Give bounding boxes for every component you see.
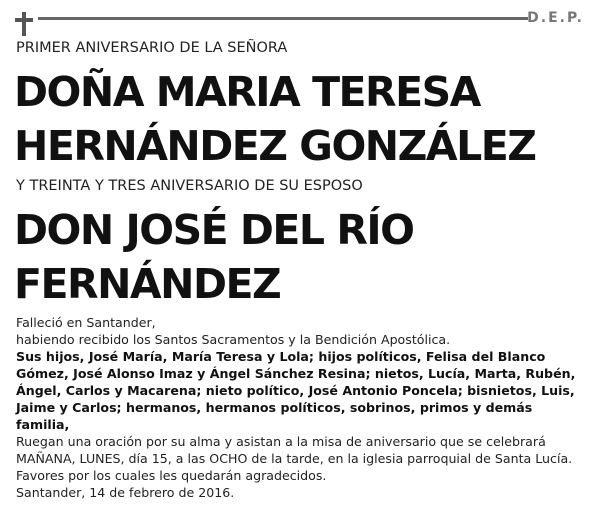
body-line2: habiendo recibido los Santos Sacramentos y la Bendición Apostólica. bbox=[16, 332, 451, 347]
family-list: Sus hijos, José María, María Teresa y Lola; hijos políticos, Felisa del Blanco Gómez, José Alonso Imaz y Ángel Sánchez Resina; nietos, Lucía, Marta, Rubén, Ángel, Carlos y Macarena; nieto político, José Antonio Poncela; bisnietos, Luis, Jaime y Carlos; hermanos, hermanos políticos, sobrinos, primos y demás familia, bbox=[16, 349, 576, 432]
body-line1: Falleció en Santander, bbox=[16, 315, 156, 330]
dep-label: D.E.P. bbox=[527, 10, 584, 26]
notice-body bbox=[16, 314, 586, 501]
mass-request: Ruegan una oración por su alma y asistan a la misa de aniversario que se celebrará MAÑANA, LUNES, día 15, a las OCHO de la tarde, en la iglesia parroquial de Santa Lucía. Favores por los cuales les quedarán agradecidos. bbox=[16, 434, 573, 483]
cross-icon bbox=[15, 12, 33, 36]
second-name-line1: DON JOSÉ DEL RÍO bbox=[14, 206, 414, 254]
first-name-line2: HERNÁNDEZ GONZÁLEZ bbox=[14, 122, 536, 170]
place-date: Santander, 14 de febrero de 2016. bbox=[16, 485, 235, 500]
second-name-line2: FERNÁNDEZ bbox=[14, 260, 281, 308]
second-intro: Y TREINTA Y TRES ANIVERSARIO DE SU ESPOSO bbox=[16, 178, 363, 194]
header-rule bbox=[38, 17, 528, 20]
first-intro: PRIMER ANIVERSARIO DE LA SEÑORA bbox=[16, 40, 288, 56]
first-name-line1: DOÑA MARIA TERESA bbox=[14, 68, 480, 116]
